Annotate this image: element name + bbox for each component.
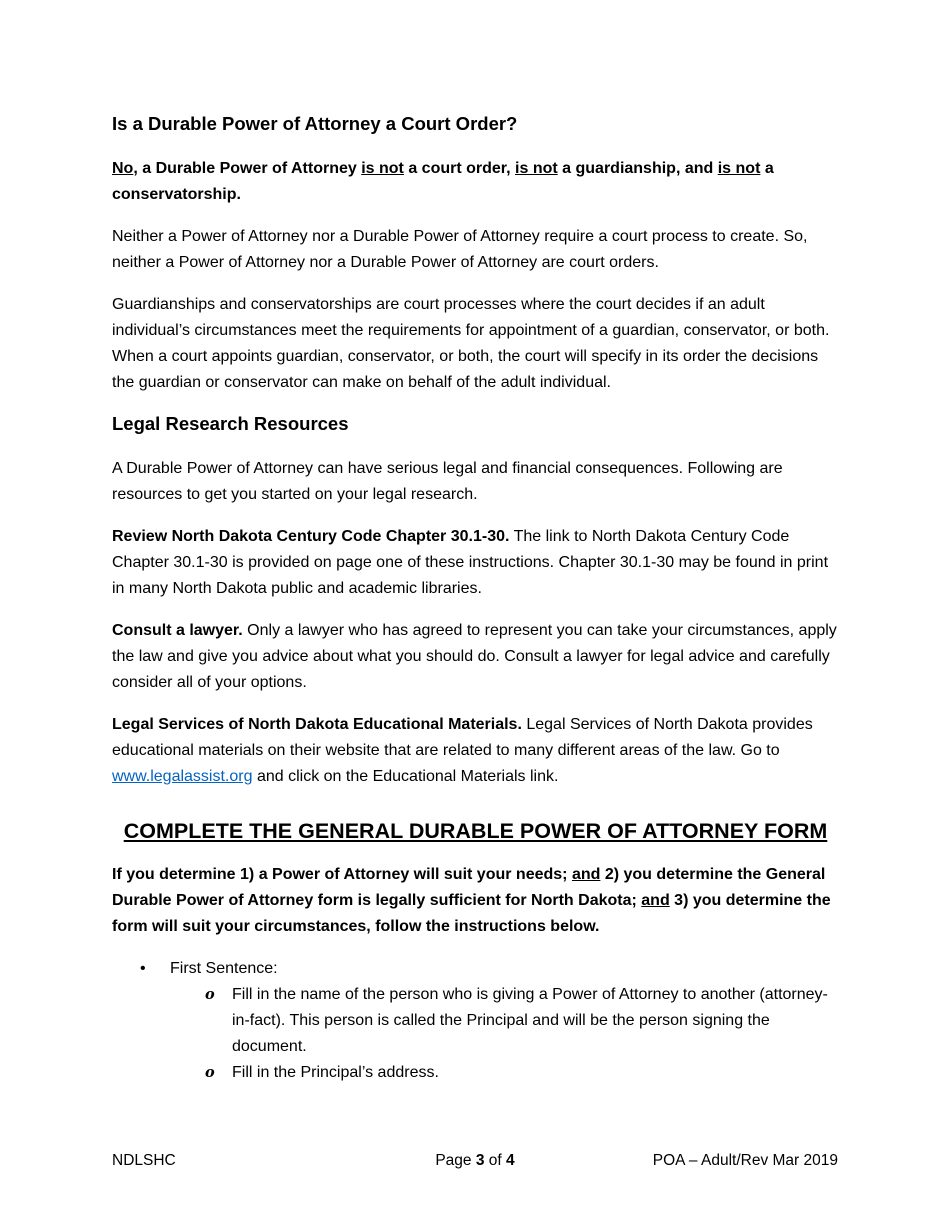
bullet-icon: •	[140, 960, 146, 977]
text-segment: No	[112, 160, 134, 177]
text-segment: a guardianship, and	[557, 160, 718, 177]
text-segment: Consult a lawyer.	[112, 622, 243, 639]
text-segment: a conservatorship.	[112, 160, 774, 203]
document-content	[112, 112, 839, 1086]
instructions-list	[112, 956, 839, 1086]
text-segment: 3	[475, 1152, 485, 1169]
list-item-first-sentence	[140, 956, 839, 982]
text-segment: Legal Services of North Dakota provides educational materials on their website that are related to many different areas of the law. Go to	[112, 716, 813, 759]
complete-form-heading: COMPLETE THE GENERAL DURABLE POWER OF ATTORNEY FORM	[123, 819, 828, 843]
list-item-label: First Sentence:	[170, 960, 278, 977]
paragraph-if-you-determine	[112, 862, 839, 940]
text-segment: and click on the Educational Materials link.	[252, 768, 559, 785]
paragraph-consult-lawyer	[112, 618, 839, 696]
text-segment: , a Durable Power of Attorney	[133, 160, 362, 177]
text-segment: and	[571, 866, 601, 883]
text-segment: 4	[506, 1152, 515, 1169]
text-segment: is not	[717, 160, 761, 177]
text-segment: is not	[361, 160, 404, 177]
text-segment: Page	[435, 1152, 476, 1169]
text-segment: The link to North Dakota Century Code Chapter 30.1-30 is provided on page one of these instructions. Chapter 30.1-30 may be found in print in many North Dakota public and academic libraries.	[112, 528, 829, 597]
footer-organization: NDLSHC	[112, 1152, 176, 1169]
paragraph-legal-services	[112, 712, 839, 790]
page-footer	[0, 1148, 950, 1174]
paragraph-neither-require-court: Neither a Power of Attorney nor a Durable Power of Attorney require a court process to create. So, neither a Power of Attorney nor a Durable Power of Attorney are court orders.	[112, 228, 808, 271]
list-item-fill-principal-address	[205, 1060, 839, 1086]
legalassist-org-link[interactable]: www.legalassist.org	[112, 768, 253, 785]
list-item-label: Fill in the name of the person who is giving a Power of Attorney to another (attorney-in-fact). This person is called the Principal and will be the person signing the document.	[232, 986, 828, 1055]
text-segment: Only a lawyer who has agreed to represent you can take your circumstances, apply the law and give you advice about what you should do. Consult a lawyer for legal advice and carefully consider all of your options.	[112, 622, 837, 691]
text-segment: 3) you determine the form will suit your circumstances, follow the instructions below.	[112, 892, 831, 935]
text-segment: If you determine 1) a Power of Attorney will suit your needs;	[112, 866, 572, 883]
list-item-label: Fill in the Principal’s address.	[232, 1064, 439, 1081]
footer-document-id: POA – Adult/Rev Mar 2019	[652, 1152, 838, 1169]
section-heading-court-order: Is a Durable Power of Attorney a Court Order?	[112, 113, 518, 134]
paragraph-guardianships-conservatorships: Guardianships and conservatorships are court processes where the court decides if an adult individual’s circumstances meet the requirements for appointment of a guardian, conservator, or both. When a court appoints guardian, conservator, or both, the court will specify in its order the decisions the guardian or conservator can make on behalf of the adult individual.	[112, 296, 830, 391]
circle-bullet-icon: o	[205, 1064, 215, 1081]
text-segment: a court order,	[403, 160, 516, 177]
text-segment: and	[641, 892, 670, 909]
paragraph-research-intro: A Durable Power of Attorney can have serious legal and financial consequences. Following are resources to get you started on your legal research.	[112, 460, 783, 503]
paragraph-century-code	[112, 524, 839, 602]
section-heading-legal-research: Legal Research Resources	[112, 413, 349, 434]
text-segment: 2) you determine the General Durable Power of Attorney form is legally sufficient for North Dakota;	[112, 866, 826, 909]
text-segment: Legal Services of North Dakota Educational Materials.	[112, 716, 522, 733]
text-segment: of	[484, 1152, 507, 1169]
text-segment: Review North Dakota Century Code Chapter 30.1-30.	[112, 528, 510, 545]
paragraph-no-court-order	[112, 156, 839, 208]
circle-bullet-icon: o	[205, 986, 215, 1003]
list-item-fill-principal-name	[205, 982, 839, 1060]
text-segment: is not	[515, 160, 558, 177]
